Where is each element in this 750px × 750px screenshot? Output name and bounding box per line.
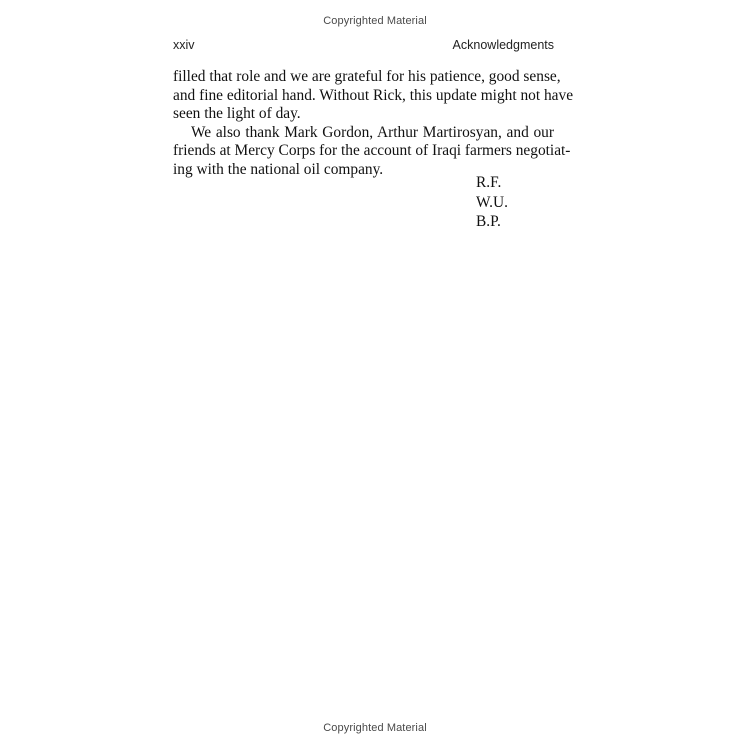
copyright-watermark-bottom: Copyrighted Material (323, 722, 427, 734)
body-text (173, 68, 574, 180)
text-line: seen the light of day. (173, 105, 301, 123)
text-line: We also thank Mark Gordon, Arthur Martirosyan, and our (191, 123, 554, 141)
running-title: Acknowledgments (452, 38, 554, 52)
author-initials (476, 173, 508, 232)
text-line: ing with the national oil company. (173, 160, 384, 178)
page-number: xxiv (173, 38, 195, 52)
running-head (173, 38, 554, 56)
paragraph-continued (173, 68, 574, 124)
initials-rf: R.F. (476, 174, 502, 191)
copyright-watermark-top: Copyrighted Material (323, 15, 427, 27)
initials-wu: W.U. (476, 193, 508, 211)
text-line: friends at Mercy Corps for the account of Iraqi farmers negotiat- (173, 142, 571, 160)
initials-bp: B.P. (476, 213, 501, 230)
paragraph-thanks (173, 123, 571, 180)
text-line: and fine editorial hand. Without Rick, this update might not have (173, 86, 574, 104)
text-line: filled that role and we are grateful for his patience, good sense, (173, 68, 561, 85)
